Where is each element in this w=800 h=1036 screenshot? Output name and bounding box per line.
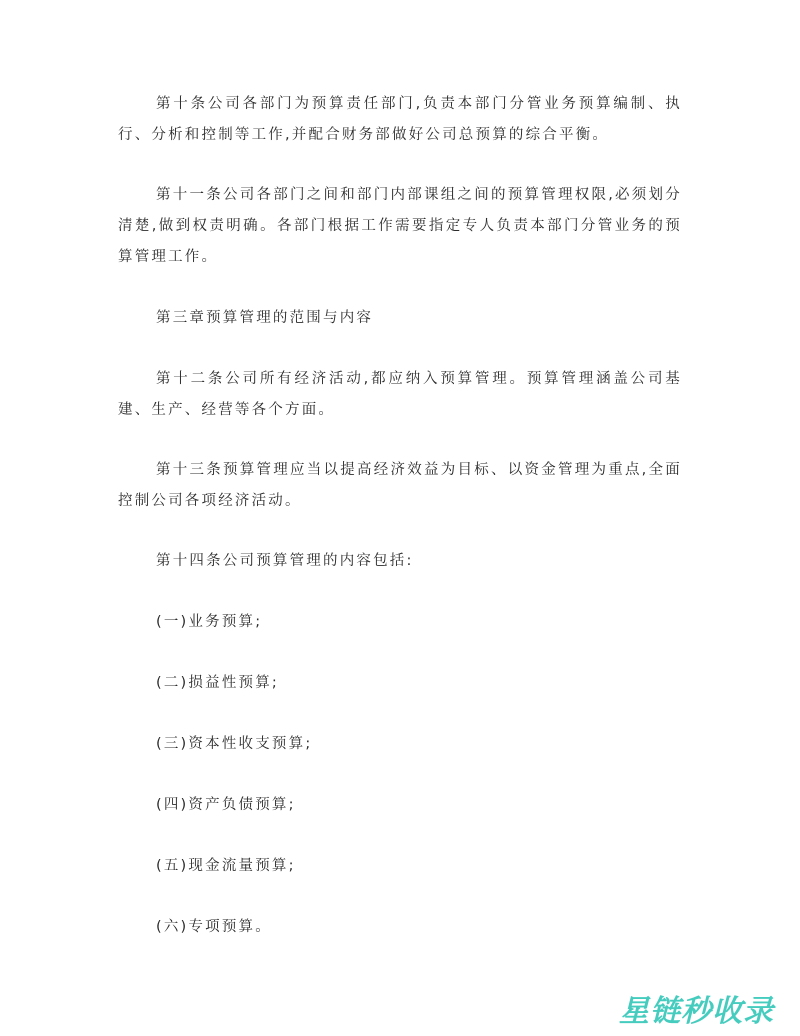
list-item-cash-flow-budget: (五)现金流量预算; [156,858,296,874]
chapter-3-heading: 第三章预算管理的范围与内容 [156,310,374,326]
list-item-capital-budget: (三)资本性收支预算; [156,736,313,752]
list-item-profit-loss-budget: (二)损益性预算; [156,675,279,691]
watermark-logo: 星链秒收录 [619,994,774,1029]
list-item-business-budget: (一)业务预算; [156,614,263,630]
list-item-special-budget: (六)专项预算。 [156,919,272,935]
article-13-paragraph: 第十三条预算管理应当以提高经济效益为目标、以资金管理为重点,全面控制公司各项经济活动。 [118,462,682,509]
article-11-paragraph: 第十一条公司各部门之间和部门内部课组之间的预算管理权限,必须划分清楚,做到权责明确。各部门根据工作需要指定专人负责本部门分管业务的预算管理工作。 [118,187,682,265]
list-item-balance-sheet-budget: (四)资产负债预算; [156,797,296,813]
article-12-paragraph: 第十二条公司所有经济活动,都应纳入预算管理。预算管理涵盖公司基建、生产、经营等各个方面。 [118,371,682,418]
article-14-paragraph: 第十四条公司预算管理的内容包括: [156,553,414,569]
article-10-paragraph: 第十条公司各部门为预算责任部门,负责本部门分管业务预算编制、执行、分析和控制等工作,并配合财务部做好公司总预算的综合平衡。 [118,96,682,143]
